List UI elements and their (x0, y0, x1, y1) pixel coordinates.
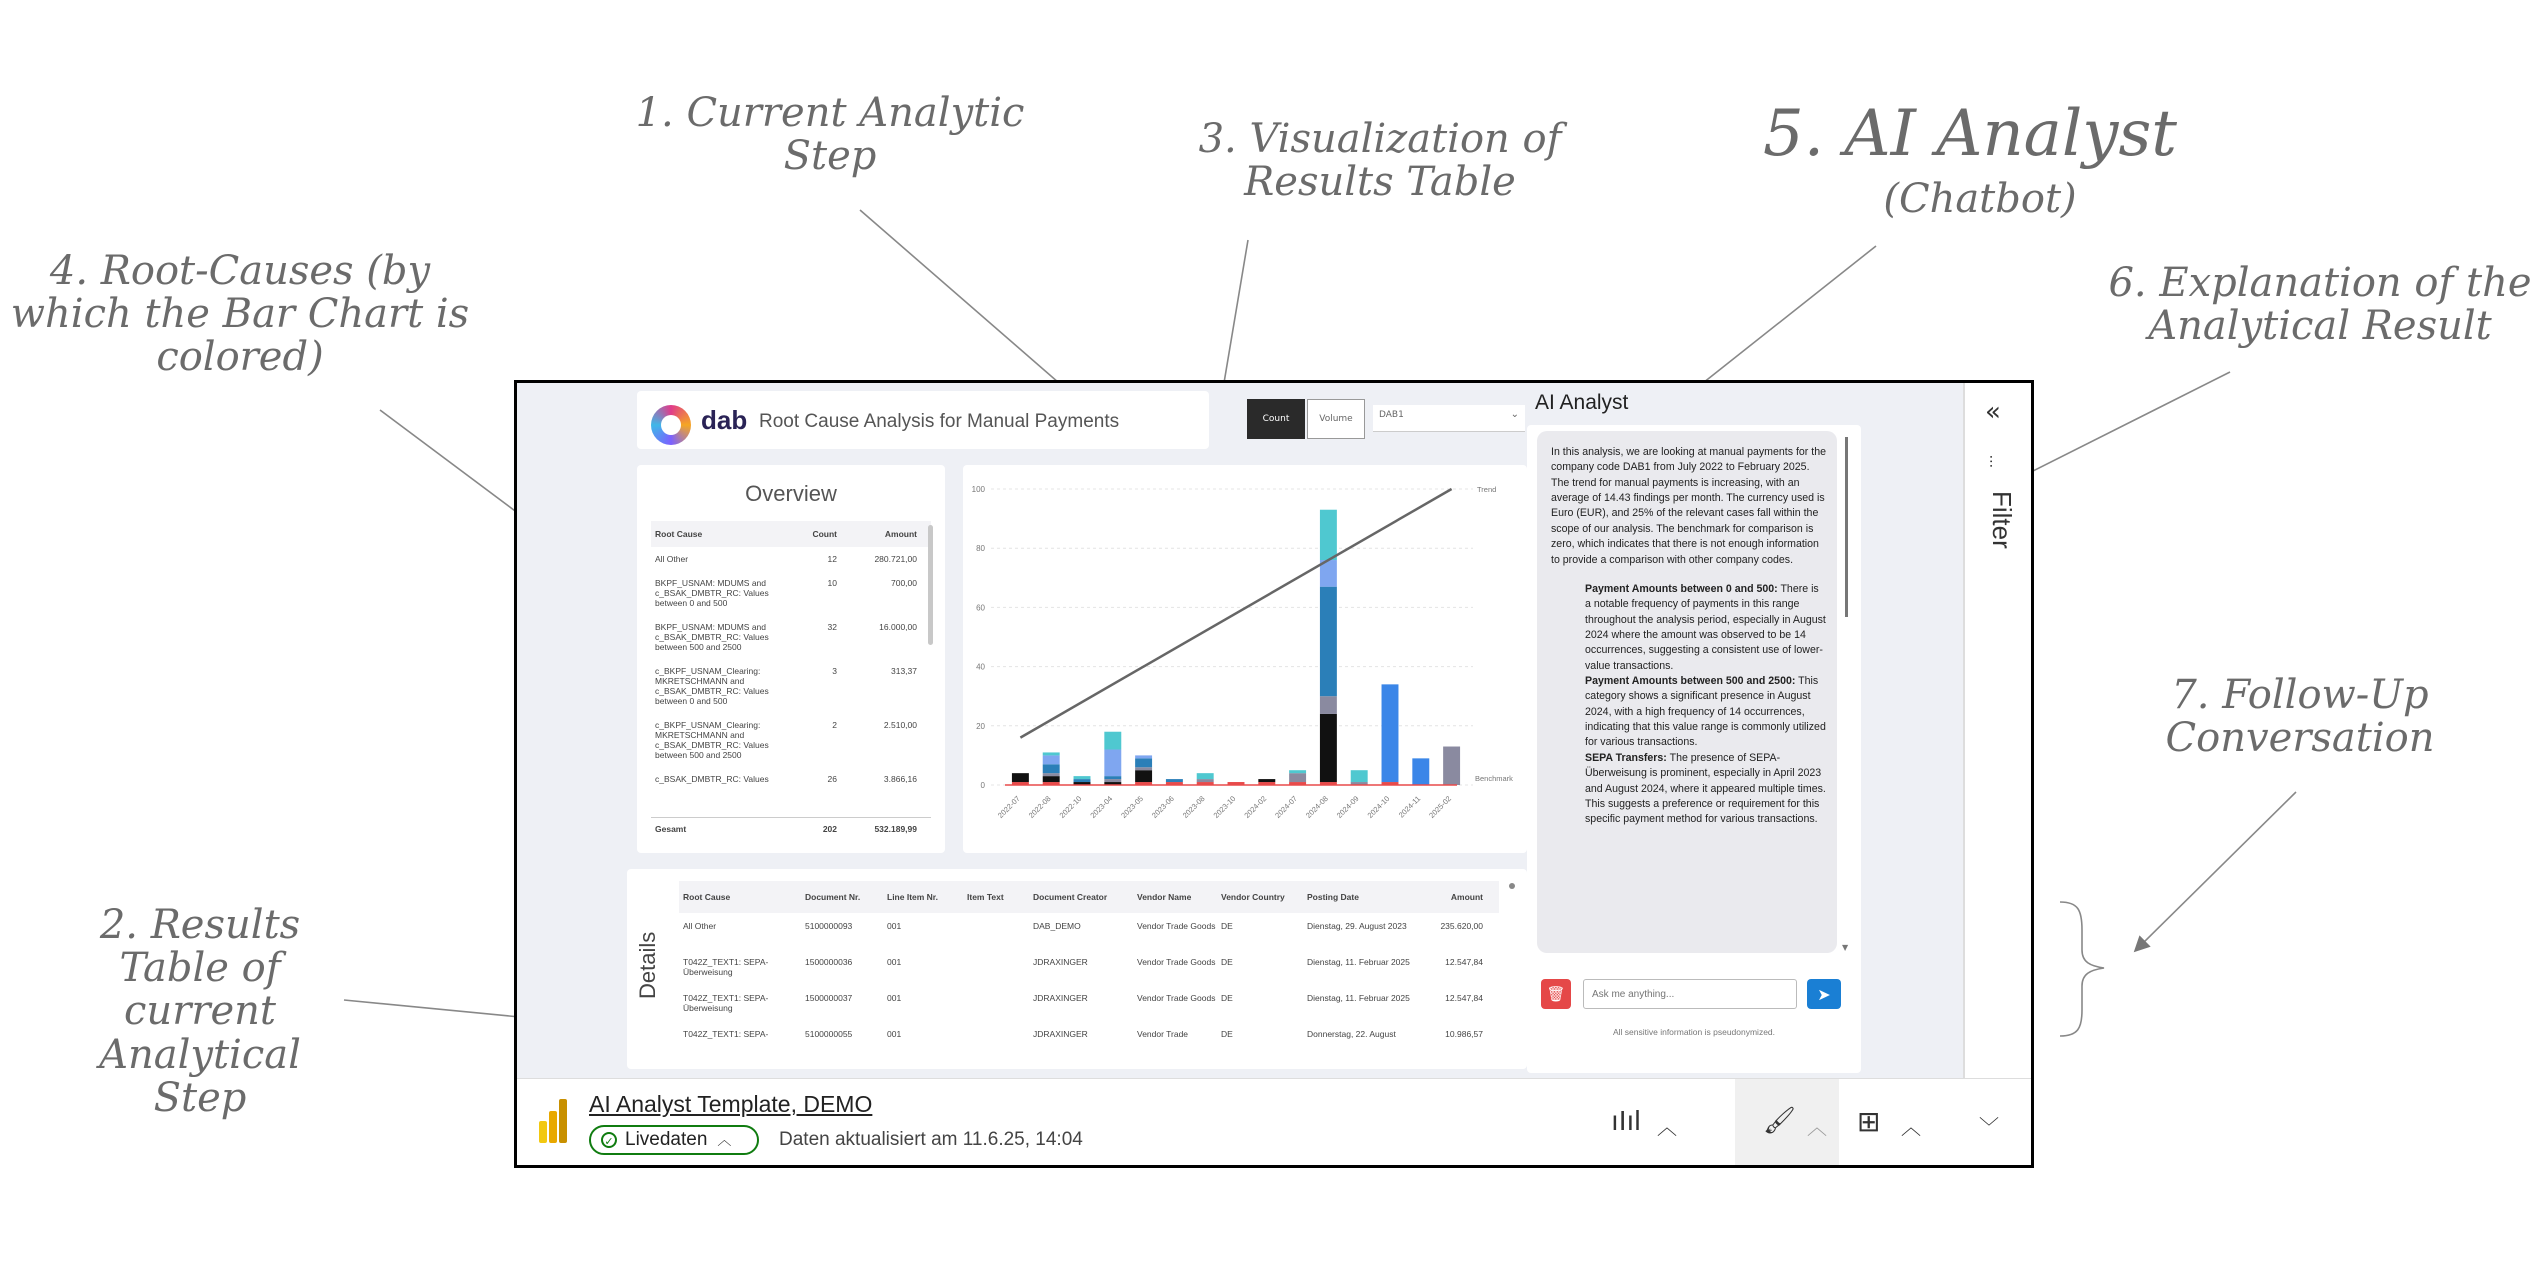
paint-brush-icon[interactable]: 🖌 (1763, 1105, 1797, 1135)
annotation-step-7: 7. Follow-Up Conversation (2165, 672, 2435, 762)
details-cell: T042Z_TEXT1: SEPA- (683, 1029, 769, 1039)
ai-intro-text: In this analysis, we are looking at manual payments for the company code DAB1 from July 2022 to February 2025. The trend for manual payments is increasing, with an average of 14.43 findings per month. The currency used is Euro (EUR), and 25% of the relevant cases fall within the scope of our analysis. The benchmark for comparison is zero, which indicates that there is not enough information to provide a comparison with other company codes. (1551, 446, 1826, 566)
report-header (637, 391, 1209, 449)
bar-segment (1412, 758, 1429, 785)
x-tick-label: 2024-02 (1242, 794, 1269, 820)
col-count[interactable]: Count (812, 529, 837, 539)
send-button[interactable] (1807, 979, 1841, 1009)
bar-segment (1320, 714, 1337, 782)
overview-panel (637, 465, 945, 853)
ai-scrollbar[interactable] (1845, 437, 1848, 617)
annotation-step-2: 2. Results Table of current Analytical Step (99, 902, 301, 1121)
bar-segment (1289, 770, 1306, 773)
bar-segment (1258, 779, 1275, 782)
overview-cell-count: 32 (827, 622, 837, 632)
overview-cell-cause: c_BSAK_DMBTR_RC: Values (655, 774, 769, 784)
bar-segment (1043, 755, 1060, 764)
ai-point-2-body: This category shows a significant presence in August 2024, with a high frequency of 14 occurrences, indicating that this value range is commonly utilized for various transactions. (1585, 675, 1826, 749)
overview-cell-amount: 313,37 (891, 666, 917, 676)
ai-message-bubble (1537, 431, 1837, 953)
details-col-header[interactable]: Vendor Name (1137, 892, 1192, 902)
x-tick-label: 2024-10 (1365, 794, 1392, 820)
bar-segment (1104, 776, 1121, 779)
company-code-select[interactable] (1373, 405, 1525, 432)
overview-cell-amount: 16.000,00 (879, 622, 917, 632)
bar-segment (1135, 758, 1152, 767)
overview-cell-cause: c_BKPF_USNAM_Clearing: MKRETSCHMANN and c_BSAK_DMBTR_RC: Values between 500 and 2500 (655, 720, 769, 760)
ai-point-2 (1585, 674, 1827, 751)
details-cell (967, 1029, 1033, 1051)
table-row[interactable] (679, 1021, 1499, 1057)
overview-cell-amount: 700,00 (891, 578, 917, 588)
total-amount: 532.189,99 (874, 824, 917, 834)
bar-segment (1043, 776, 1060, 782)
arrow-step-7 (2136, 792, 2296, 950)
details-cell (967, 993, 1033, 1015)
details-cell: Dienstag, 11. Februar 2025 (1307, 993, 1410, 1003)
overview-header-row (651, 521, 931, 547)
total-label: Gesamt (655, 824, 687, 834)
chevron-down-icon[interactable]: ﹀ (1979, 1117, 1999, 1139)
details-cell: 235.620,00 (1440, 921, 1483, 931)
details-cell: Vendor Trade Goods (1137, 993, 1216, 1003)
details-table (679, 881, 1499, 1057)
report-window (514, 380, 2034, 1168)
details-cell: JDRAXINGER (1033, 993, 1088, 1003)
volume-toggle-button[interactable]: Volume (1307, 399, 1365, 439)
details-cell: 001 (887, 957, 902, 967)
x-tick-label: 2022-08 (1026, 794, 1053, 820)
details-cell: 001 (887, 1029, 902, 1039)
ai-point-1 (1585, 582, 1827, 674)
details-cell: Dienstag, 11. Februar 2025 (1307, 957, 1410, 967)
details-cell: DAB_DEMO (1033, 921, 1081, 931)
overview-row[interactable] (651, 713, 931, 767)
bar-segment (1104, 732, 1121, 750)
annotation-step-1: 1. Current Analytic Step (635, 90, 1025, 180)
trash-icon: 🗑 (1546, 985, 1566, 1003)
ai-point-3-body: The presence of SEPA-Überweisung is prominent, especially in April 2023 and August 2024, where it appeared multiple times. This suggests a preference or requirement for this specific payment method for various transactions. (1585, 751, 1826, 826)
chevron-up-icon: ︿ (717, 1132, 732, 1148)
y-tick-label: 80 (976, 544, 985, 554)
y-tick-label: 0 (980, 781, 985, 790)
overview-cell-count: 12 (827, 554, 837, 564)
collapse-icon[interactable]: « (1985, 397, 2001, 427)
ai-point-2-head: Payment Amounts between 500 and 2500: (1585, 675, 1796, 688)
overview-row[interactable] (651, 571, 931, 615)
bar-segment (1135, 755, 1152, 758)
details-col-header[interactable]: Amount (1450, 892, 1483, 902)
bar-segment (1012, 773, 1029, 782)
overview-title: Overview (745, 481, 837, 506)
more-options-icon[interactable] (1509, 883, 1515, 889)
details-cell (967, 957, 1033, 979)
x-tick-label: 2025-02 (1427, 794, 1454, 820)
details-cell: JDRAXINGER (1033, 1029, 1088, 1039)
col-root-cause[interactable]: Root Cause (655, 529, 703, 539)
overview-cell-count: 26 (827, 774, 837, 784)
bar-segment (1043, 752, 1060, 755)
overview-cell-cause: All Other (655, 554, 689, 564)
details-cell: 5100000055 (805, 1029, 853, 1039)
brace-follow-up (2060, 902, 2104, 1036)
annotation-step-5-title: 5. AI Analyst (1762, 97, 2178, 171)
results-chart-panel (963, 465, 1527, 853)
ai-analyst-title: AI Analyst (1535, 391, 1629, 414)
details-cell: T042Z_TEXT1: SEPA-Überweisung (683, 957, 769, 977)
brand-name: dab (701, 405, 748, 435)
overview-row[interactable] (651, 659, 931, 713)
filter-pane[interactable] (1963, 383, 2033, 1078)
details-label: Details (635, 931, 660, 999)
bar-segment (1104, 779, 1121, 782)
results-chart (963, 465, 1527, 853)
report-canvas (517, 383, 1965, 1078)
chevron-up-icon[interactable]: ︿ (1807, 1117, 1827, 1139)
overview-cell-amount: 3.866,16 (883, 774, 917, 784)
y-tick-label: 60 (976, 603, 985, 613)
annotation-step-6: 6. Explanation of the Analytical Result (2108, 260, 2532, 350)
total-count: 202 (822, 824, 837, 834)
overview-cell-amount: 2.510,00 (883, 720, 917, 730)
x-tick-label: 2023-05 (1119, 794, 1146, 820)
bar-segment (1320, 696, 1337, 714)
details-cell: DE (1221, 921, 1233, 931)
x-tick-label: 2023-10 (1211, 794, 1238, 820)
details-cell: 12.547,84 (1445, 957, 1483, 967)
ai-point-3 (1585, 751, 1827, 828)
bar-segment (1135, 767, 1152, 770)
details-cell: DE (1221, 993, 1233, 1003)
ai-point-3-head: SEPA Transfers: (1585, 751, 1667, 764)
details-cell: JDRAXINGER (1033, 957, 1088, 967)
bottom-bar (517, 1078, 2031, 1168)
bar-segment (1382, 684, 1399, 782)
details-cell: Vendor Trade Goods (1137, 957, 1216, 967)
chevron-down-icon: ⌄ (1510, 409, 1519, 420)
details-rows (679, 913, 1499, 1057)
bar-segment (1104, 749, 1121, 776)
details-cell: 10.986,57 (1445, 1029, 1483, 1039)
x-tick-label: 2024-08 (1303, 794, 1330, 820)
bar-segment (1320, 587, 1337, 697)
power-bi-icon (539, 1099, 569, 1143)
y-tick-label: 20 (976, 721, 985, 731)
report-title: Root Cause Analysis for Manual Payments (759, 411, 1120, 432)
details-cell: DE (1221, 957, 1233, 967)
x-tick-label: 2024-07 (1273, 794, 1300, 820)
annotation-step-5-sub: (Chatbot) (1883, 176, 2077, 222)
bar-segment (1074, 779, 1091, 782)
details-cell: Donnerstag, 22. August (1307, 1029, 1396, 1039)
details-cell: 001 (887, 921, 902, 931)
chevron-up-icon[interactable]: ︿ (1657, 1117, 1677, 1139)
overview-row[interactable] (651, 767, 931, 791)
overview-rows (651, 547, 931, 817)
count-toggle-button[interactable]: Count (1247, 399, 1305, 439)
details-cell: 1500000037 (805, 993, 853, 1003)
benchmark-label: Benchmark (1475, 774, 1513, 783)
details-col-header[interactable]: Document Creator (1033, 892, 1108, 902)
overview-cell-cause: BKPF_USNAM: MDUMS and c_BSAK_DMBTR_RC: Values between 0 and 500 (655, 578, 769, 608)
details-cell (967, 921, 1033, 943)
chevron-up-icon[interactable]: ︿ (1901, 1117, 1921, 1139)
overview-cell-cause: c_BKPF_USNAM_Clearing: MKRETSCHMANN and c_BSAK_DMBTR_RC: Values between 0 and 500 (655, 666, 769, 706)
x-tick-label: 2023-06 (1149, 794, 1176, 820)
chat-input[interactable] (1583, 979, 1797, 1009)
table-row[interactable] (679, 949, 1499, 985)
dab-logo-icon (651, 405, 691, 445)
filter-icon: ⫶ (1989, 453, 1994, 472)
annotation-step-4: 4. Root-Causes (by which the Bar Chart is colored) (10, 248, 470, 381)
table-row[interactable] (679, 913, 1499, 949)
details-cell: 001 (887, 993, 902, 1003)
x-tick-label: 2024-09 (1334, 794, 1361, 820)
trend-label: Trend (1477, 485, 1497, 494)
live-data-label: Livedaten (625, 1129, 708, 1150)
bar-segment (1289, 773, 1306, 782)
col-amount[interactable]: Amount (884, 529, 917, 539)
details-col-header[interactable]: Item Text (967, 892, 1004, 902)
overview-cell-cause: BKPF_USNAM: MDUMS and c_BSAK_DMBTR_RC: Values between 500 and 2500 (655, 622, 769, 652)
bar-segment (1320, 510, 1337, 560)
details-cell: 5100000093 (805, 921, 853, 931)
arrow-step-5 (1684, 246, 1876, 398)
scroll-down-icon[interactable]: ▼ (1842, 943, 1849, 952)
bar-segment (1166, 779, 1183, 782)
bar-segment (1135, 770, 1152, 782)
live-data-pill[interactable] (589, 1125, 759, 1155)
bar-segment (1197, 779, 1214, 782)
app-title-link[interactable]: AI Analyst Template, DEMO (589, 1091, 873, 1117)
details-panel (627, 869, 1527, 1069)
visualizations-icon[interactable]: ıIıl (1611, 1105, 1641, 1136)
overview-table (651, 521, 931, 834)
details-col-header[interactable]: Line Item Nr. (887, 892, 939, 902)
details-cell: DE (1221, 1029, 1233, 1039)
arrow-step-1 (860, 210, 1074, 396)
overview-cell-count: 10 (827, 578, 837, 588)
details-cell: 12.547,84 (1445, 993, 1483, 1003)
details-col-header[interactable]: Vendor Country (1221, 892, 1285, 902)
company-code-value: DAB1 (1379, 410, 1404, 420)
details-cell: 1500000036 (805, 957, 853, 967)
add-visual-icon[interactable]: ⊞ (1857, 1106, 1881, 1137)
overview-scrollbar[interactable] (928, 525, 933, 645)
details-header-row (679, 881, 1499, 913)
overview-cell-amount: 280.721,00 (874, 554, 917, 564)
overview-row[interactable] (651, 547, 931, 571)
send-icon: ➤ (1817, 984, 1831, 1004)
details-cell: T042Z_TEXT1: SEPA-Überweisung (683, 993, 769, 1013)
overview-total-row (651, 817, 931, 834)
privacy-note: All sensitive information is pseudonymized. (1612, 1027, 1776, 1037)
filter-label[interactable]: Filter (1987, 491, 2017, 549)
x-tick-label: 2022-10 (1057, 794, 1084, 820)
y-tick-label: 100 (971, 485, 985, 494)
bar-segment (1043, 764, 1060, 773)
ai-analyst-panel (1527, 425, 1861, 1073)
overview-cell-count: 2 (832, 720, 837, 730)
details-cell: Vendor Trade (1137, 1029, 1189, 1039)
details-col-header[interactable]: Root Cause (683, 892, 731, 902)
check-circle-icon: ✓ (601, 1132, 617, 1148)
x-tick-label: 2023-04 (1088, 794, 1115, 820)
x-tick-label: 2024-11 (1396, 794, 1423, 820)
details-col-header[interactable]: Document Nr. (805, 892, 861, 902)
annotation-step-3: 3. Visualization of Results Table (1198, 116, 1562, 206)
details-cell: Dienstag, 29. August 2023 (1307, 921, 1407, 931)
bar-segment (1074, 776, 1091, 779)
overview-cell-count: 3 (832, 666, 837, 676)
ai-point-1-body: There is a notable frequency of payments in this range throughout the analysis period, especially in August 2024 where the amount was observed to be 14 occurrences, suggesting a consistent use of lower-value transactions. (1585, 582, 1826, 672)
data-updated-text: Daten aktualisiert am 11.6.25, 14:04 (779, 1129, 1083, 1150)
bar-segment (1443, 747, 1460, 785)
table-row[interactable] (679, 985, 1499, 1021)
details-cell: All Other (683, 921, 717, 931)
details-cell: Vendor Trade Goods (1137, 921, 1216, 931)
bar-segment (1197, 773, 1214, 779)
x-tick-label: 2022-07 (995, 794, 1022, 820)
y-tick-label: 40 (976, 662, 985, 672)
x-tick-label: 2023-08 (1180, 794, 1207, 820)
clear-chat-button[interactable] (1541, 979, 1571, 1009)
ai-point-1-head: Payment Amounts between 0 and 500: (1585, 582, 1778, 595)
overview-row[interactable] (651, 615, 931, 659)
bar-segment (1043, 773, 1060, 776)
bar-segment (1351, 770, 1368, 782)
details-col-header[interactable]: Posting Date (1307, 892, 1359, 902)
